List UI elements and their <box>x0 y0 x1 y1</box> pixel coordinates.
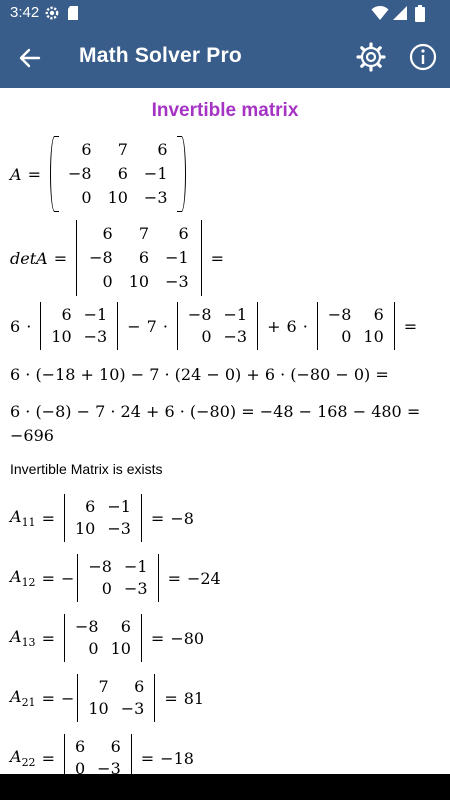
equals-sign: = <box>41 748 55 768</box>
wifi-icon <box>371 5 389 26</box>
det-a-table <box>81 222 197 294</box>
cofactor-det <box>64 734 132 774</box>
cell: −1 <box>223 305 248 324</box>
cell: −8 <box>327 305 352 324</box>
cofactor-det <box>77 554 158 602</box>
equals-sign: = <box>140 748 155 768</box>
cell: −1 <box>107 497 131 516</box>
app-bar <box>0 26 450 88</box>
cofactor-det <box>77 674 155 722</box>
cell: 6 <box>134 677 145 696</box>
step-one: 6 · (−18 + 10) − 7 · (24 − 0) + 6 · (−80 − 0) = <box>10 365 389 384</box>
equals-sign: = <box>403 316 418 336</box>
equals-sign: = <box>41 628 55 648</box>
gear-icon[interactable] <box>355 41 387 73</box>
status-bar <box>0 0 450 26</box>
cell: −8 <box>187 305 212 324</box>
det-a-row <box>10 220 230 296</box>
cell: −3 <box>223 327 248 346</box>
cell: 0 <box>201 327 212 346</box>
cofactor-result: −24 <box>186 568 221 588</box>
minor-table <box>182 304 253 348</box>
minor-det <box>40 302 118 350</box>
plus-operator: + <box>267 316 281 336</box>
settings-icon <box>44 5 60 26</box>
coefficient: 6 <box>10 316 21 336</box>
cofactor-result: −80 <box>170 628 205 648</box>
equals-sign: = <box>41 568 55 588</box>
cell: 6 <box>157 140 168 159</box>
app-title: Math Solver Pro <box>79 44 242 67</box>
cofactor-row <box>10 734 194 774</box>
equals-sign: = <box>167 568 181 588</box>
minor-det <box>177 302 258 350</box>
solution-content <box>0 88 450 774</box>
cell: 10 <box>88 699 109 718</box>
cofactor-row <box>10 674 204 722</box>
cofactor-row <box>10 494 194 542</box>
cell: 6 <box>85 497 96 516</box>
cell: 6 <box>117 164 128 183</box>
cell: 7 <box>98 677 109 696</box>
cofactor-result: −18 <box>160 748 194 768</box>
back-arrow-icon[interactable] <box>14 42 46 74</box>
cell: 6 <box>81 140 92 159</box>
cellular-icon <box>392 5 408 26</box>
cofactor-label: $A_{21}$ <box>10 687 36 709</box>
cell: 6 <box>373 305 384 324</box>
cell: −1 <box>83 305 108 324</box>
coefficient: 7 <box>146 316 157 336</box>
cell: −1 <box>123 557 148 576</box>
cell: 10 <box>74 519 96 538</box>
cell: 0 <box>341 327 352 346</box>
matrix-a-row <box>10 136 189 212</box>
cell: 0 <box>81 188 92 207</box>
sign: − <box>60 568 75 588</box>
cell: 7 <box>117 140 128 159</box>
cell: −3 <box>120 699 145 718</box>
cell: 6 <box>138 248 150 267</box>
cell: 6 <box>178 224 189 243</box>
cell: 0 <box>74 759 86 774</box>
dot-operator: · <box>302 316 308 336</box>
cell: 10 <box>363 327 384 346</box>
sd-card-icon <box>67 5 79 26</box>
cell: 10 <box>107 188 128 207</box>
cell: −3 <box>165 272 189 291</box>
cofactor-label: $A_{11}$ <box>10 507 36 529</box>
cofactor-label: $A_{22}$ <box>10 747 36 769</box>
cell: 7 <box>138 224 150 243</box>
coefficient: 6 <box>286 316 297 336</box>
equals-sign: = <box>41 688 55 708</box>
cell: −1 <box>165 248 189 267</box>
cell: 10 <box>51 327 72 346</box>
cell: 6 <box>74 737 86 756</box>
cell: −1 <box>143 164 168 183</box>
cofactor-table <box>69 496 137 540</box>
equals-sign: = <box>27 164 41 184</box>
cell: 0 <box>102 272 113 291</box>
exists-text: Invertible Matrix is exists <box>10 461 163 477</box>
dot-operator: · <box>162 316 168 336</box>
matrix-a-label: A <box>10 164 22 184</box>
cofactor-det <box>64 614 142 662</box>
cell: 6 <box>61 305 72 324</box>
equals-sign: = <box>41 508 55 528</box>
matrix-a-table <box>60 138 176 210</box>
cell: 10 <box>128 272 150 291</box>
cofactor-row <box>10 554 221 602</box>
cell: −3 <box>123 579 148 598</box>
cell: 6 <box>102 224 113 243</box>
cell: −3 <box>97 759 121 774</box>
sign: − <box>60 688 75 708</box>
cell: −3 <box>107 519 131 538</box>
minor-table <box>45 304 113 348</box>
equals-sign: = <box>150 628 165 648</box>
cell: −8 <box>67 164 92 183</box>
det-a-bars <box>76 220 202 296</box>
cofactor-row <box>10 614 204 662</box>
expansion-row <box>10 302 423 350</box>
battery-icon <box>415 5 425 27</box>
page-heading: Invertible matrix <box>151 100 299 121</box>
status-time: 3:42 <box>10 4 40 21</box>
matrix-a-paren <box>50 136 186 212</box>
step-two: 6 · (−8) − 7 · 24 + 6 · (−80) = −48 − 168 − 480 = −696 <box>10 402 421 445</box>
equals-sign: = <box>53 248 68 268</box>
cell: −8 <box>74 617 99 636</box>
cofactor-table <box>69 616 137 660</box>
dot-operator: · <box>26 316 32 336</box>
cell: 10 <box>110 639 131 658</box>
cell: 0 <box>101 579 112 598</box>
cell: −8 <box>89 248 113 267</box>
cofactor-label: $A_{12}$ <box>10 567 36 589</box>
navigation-bar <box>0 774 450 800</box>
cell: −3 <box>143 188 168 207</box>
cell: −3 <box>83 327 108 346</box>
info-icon[interactable] <box>407 41 439 73</box>
cell: 6 <box>110 737 121 756</box>
equals-sign: = <box>164 688 178 708</box>
cell: 6 <box>120 617 131 636</box>
det-a-label: detA <box>10 248 48 268</box>
cofactor-table <box>82 676 150 720</box>
equals-sign: = <box>150 508 165 528</box>
cofactor-table <box>82 556 153 600</box>
cell: 0 <box>88 639 99 658</box>
cofactor-result: −8 <box>170 508 194 528</box>
minus-operator: − <box>127 316 141 336</box>
minor-table <box>322 304 390 348</box>
cell: −8 <box>88 557 112 576</box>
minor-det <box>317 302 395 350</box>
equals-sign: = <box>210 248 225 268</box>
cofactor-result: 81 <box>183 688 205 708</box>
cofactor-det <box>64 494 142 542</box>
cofactor-label: $A_{13}$ <box>10 627 36 649</box>
cofactor-table <box>69 736 127 774</box>
